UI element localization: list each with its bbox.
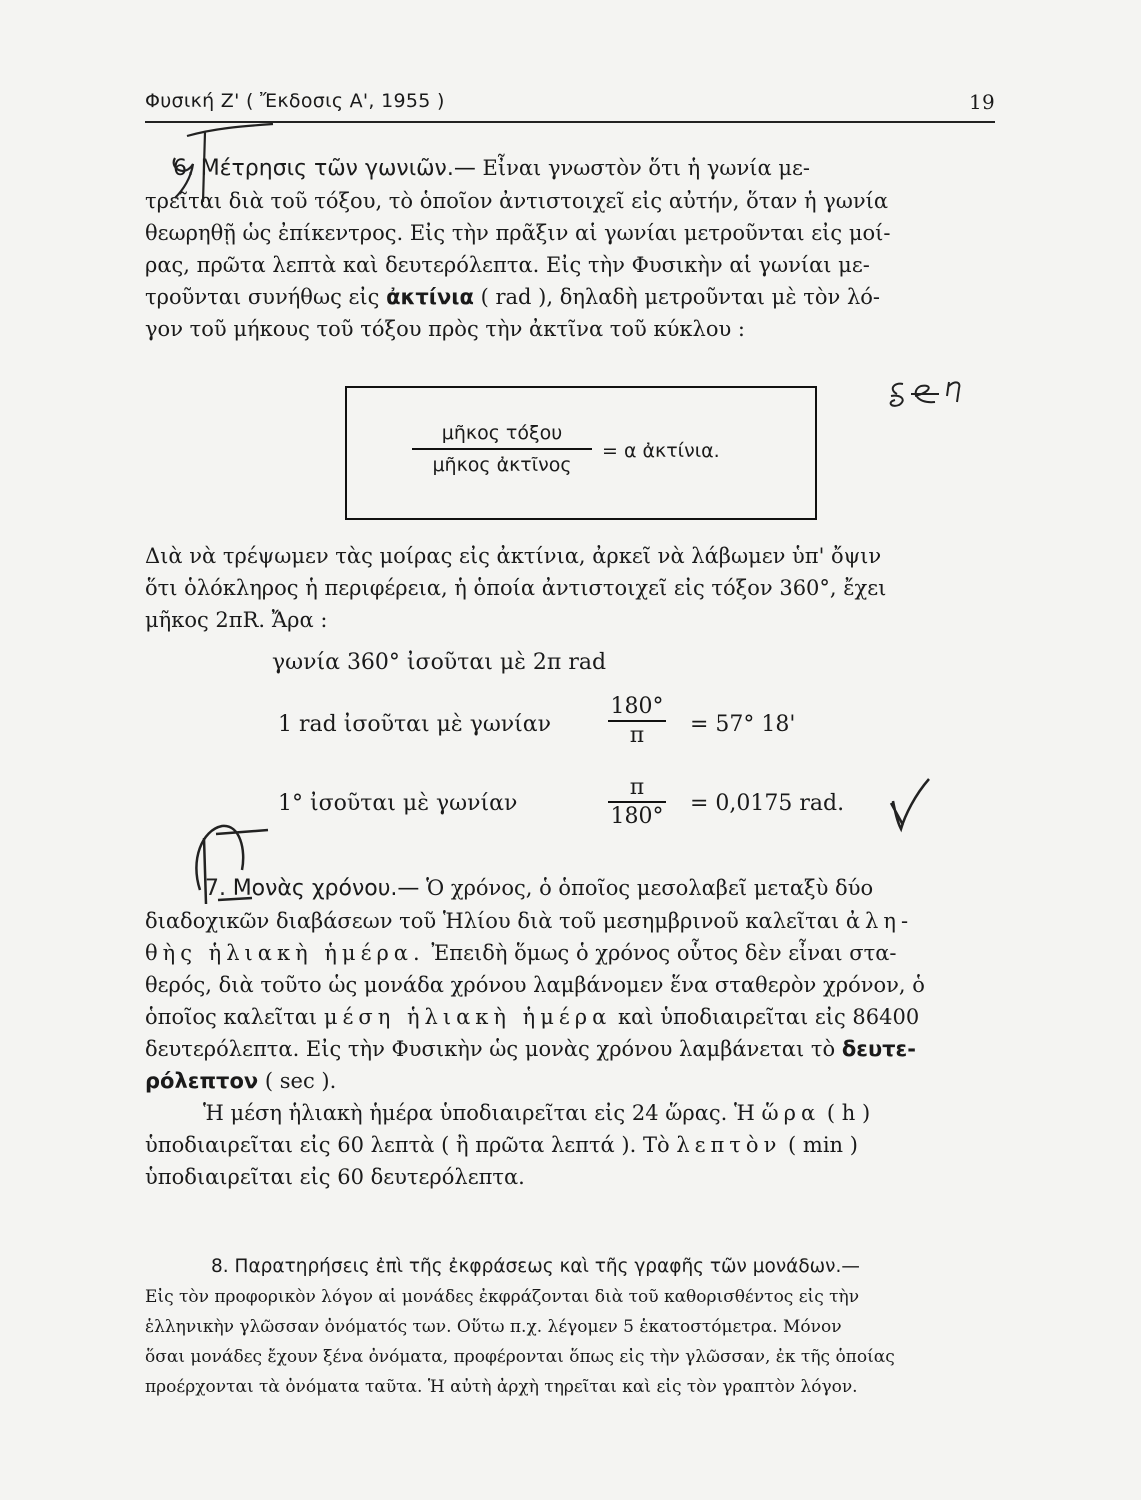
text-line: προέρχονται τὰ ὀνόματα ταῦτα. Ἡ αὐτὴ ἀρχὴ τηρεῖται καὶ εἰς τὸν γραπτὸν λόγον. (145, 1377, 858, 1397)
fraction-bar (412, 448, 592, 450)
section-7 (145, 872, 995, 1193)
text-line: ρας, πρῶτα λεπτὰ καὶ δευτερόλεπτα. Εἰς τὴν Φυσικὴν αἱ γωνίαι με- (145, 253, 870, 277)
section-8 (145, 1252, 1000, 1402)
text-line: Εἶναι γνωστὸν ὅτι ἡ γωνία με- (482, 156, 811, 180)
section-7-heading: Μονὰς χρόνου.— (232, 876, 420, 901)
text-fragment: ( min ) (788, 1133, 858, 1157)
text-line: θερός, διὰ τοῦτο ὡς μονάδα χρόνου λαμβάνομεν ἕνα σταθερὸν χρόνον, ὁ (145, 973, 925, 997)
fraction-numerator: π (629, 775, 645, 800)
equation-2-fraction (608, 694, 666, 748)
bold-term-second: δευτε- (841, 1037, 916, 1061)
book-title: Φυσική Ζ' ( Ἔκδοσις Α', 1955 ) (145, 90, 445, 112)
text-line: τρεῖται διὰ τοῦ τόξου, τὸ ὁποῖον ἀντιστοιχεῖ εἰς αὐτήν, ὅταν ἡ γωνία (145, 189, 889, 213)
equation-2-left: 1 rad ἰσοῦται μὲ γωνίαν (278, 712, 552, 737)
text-fragment: δευτερόλεπτα. Εἰς τὴν Φυσικὴν ὡς μονὰς χρόνου λαμβάνεται τὸ (145, 1037, 836, 1061)
emphasis-term: ἀλη- (845, 909, 914, 933)
text-fragment: ὑποδιαιρεῖται εἰς 60 λεπτὰ ( ἢ πρῶτα λεπτά ). Τὸ (145, 1133, 670, 1157)
text-fragment: διαδοχικῶν διαβάσεων τοῦ Ἡλίου διὰ τοῦ μεσημβρινοῦ καλεῖται (145, 909, 840, 933)
fraction-bar (608, 720, 666, 722)
section-7-line-1 (145, 872, 995, 905)
checkmark-icon (885, 775, 935, 835)
fraction-numerator: μῆκος τόξου (441, 422, 563, 444)
formula-result: = α ἀκτίνια. (602, 440, 720, 462)
text-fragment: Ὁ χρόνος, ὁ ὁποῖος μεσολαβεῖ μεταξὺ δύο (426, 876, 874, 900)
text-fragment: καὶ ὑποδιαιρεῖται εἰς 86400 (618, 1005, 920, 1029)
page-number: 19 (968, 90, 995, 114)
text-fragment: τροῦνται συνήθως εἰς (145, 285, 380, 309)
text-line (145, 281, 995, 313)
section-7-number: 7. (205, 876, 226, 901)
text-fragment: ( sec ). (264, 1069, 337, 1093)
bold-term-radians: ἀκτίνια (386, 285, 474, 309)
fraction-denominator: 180° (610, 803, 664, 829)
emphasis-term: ὥρα (761, 1101, 821, 1125)
equation-3-right: = 0,0175 rad. (690, 791, 845, 816)
section-6-number: 6. (173, 156, 194, 181)
text-fragment: Ἡ μέση ἡλιακὴ ἡμέρα ὑποδιαιρεῖται εἰς 24 ὥρας. Ἡ (203, 1101, 755, 1125)
formula-box (345, 386, 817, 520)
text-line: ὅσαι μονάδες ἔχουν ξένα ὀνόματα, προφέρονται ὅπως εἰς τὴν γλῶσσαν, ἐκ τῆς ὁποίας (145, 1347, 895, 1367)
handwriting-svg (885, 372, 995, 412)
text-line: Εἰς τὸν προφορικὸν λόγον αἱ μονάδες ἐκφράζονται διὰ τοῦ καθορισθέντος εἰς τὴν (145, 1287, 860, 1307)
text-line: ὅτι ὁλόκληρος ἡ περιφέρεια, ἡ ὁποία ἀντιστοιχεῖ εἰς τόξον 360°, ἔχει (145, 576, 887, 600)
text-line (145, 937, 995, 969)
text-line: ἑλληνικὴν γλῶσσαν ὀνόματός των. Οὕτω π.χ. λέγομεν 5 ἑκατοστόμετρα. Μόνον (145, 1317, 842, 1337)
text-line (145, 1001, 995, 1033)
text-line (145, 905, 995, 937)
section-6-heading: Μέτρησις τῶν γωνιῶν.— (200, 156, 476, 181)
equation-1: γωνία 360° ἰσοῦται μὲ 2π rad (272, 650, 607, 675)
radian-fraction (412, 422, 592, 476)
fraction-denominator: π (629, 722, 645, 748)
equation-2-right: = 57° 18' (690, 712, 796, 737)
margin-handwriting (885, 372, 995, 416)
text-line: γον τοῦ μήκους τοῦ τόξου πρὸς τὴν ἀκτῖνα τοῦ κύκλου : (145, 317, 745, 341)
text-line (145, 1033, 995, 1065)
text-fragment: Ἐπειδὴ ὅμως ὁ χρόνος οὗτος δὲν εἶναι στα- (431, 941, 897, 965)
running-head (145, 90, 995, 112)
text-line (145, 1097, 995, 1129)
emphasis-term: λεπτὸν (676, 1133, 782, 1157)
fraction-bar (608, 801, 666, 803)
section-8-heading: 8. Παρατηρήσεις ἐπὶ τῆς ἐκφράσεως καὶ τῆς γραφῆς τῶν μονάδων.— (211, 1256, 860, 1277)
fraction-denominator: μῆκος ἀκτῖνος (432, 453, 572, 476)
emphasis-term: μέση ἡλιακὴ ἡμέρα (323, 1005, 612, 1029)
text-line: ὑποδιαιρεῖται εἰς 60 δευτερόλεπτα. (145, 1165, 525, 1189)
equation-3-fraction (608, 775, 666, 829)
text-line (145, 1129, 995, 1161)
emphasis-term: θὴς ἡλιακὴ ἡμέρα. (145, 941, 425, 965)
text-line: μῆκος 2πR. Ἄρα : (145, 608, 328, 632)
text-line: θεωρηθῇ ὡς ἐπίκεντρος. Εἰς τὴν πρᾶξιν αἱ γωνίαι μετροῦνται εἰς μοί- (145, 221, 891, 245)
text-fragment: ( h ) (826, 1101, 871, 1125)
bold-term-second: ρόλεπτον (145, 1069, 259, 1093)
text-line: Διὰ νὰ τρέψωμεν τὰς μοίρας εἰς ἀκτίνια, ἀρκεῖ νὰ λάβωμεν ὑπ' ὄψιν (145, 544, 882, 568)
text-line (145, 1065, 995, 1097)
text-fragment: ( rad ), δηλαδὴ μετροῦνται μὲ τὸν λό- (480, 285, 881, 309)
text-fragment: ὁποῖος καλεῖται (145, 1005, 318, 1029)
fraction-numerator: 180° (610, 694, 664, 719)
section-6-annotation-mark (165, 118, 280, 208)
conversion-paragraph (145, 540, 995, 636)
equation-3-left: 1° ἰσοῦται μὲ γωνίαν (278, 791, 518, 816)
